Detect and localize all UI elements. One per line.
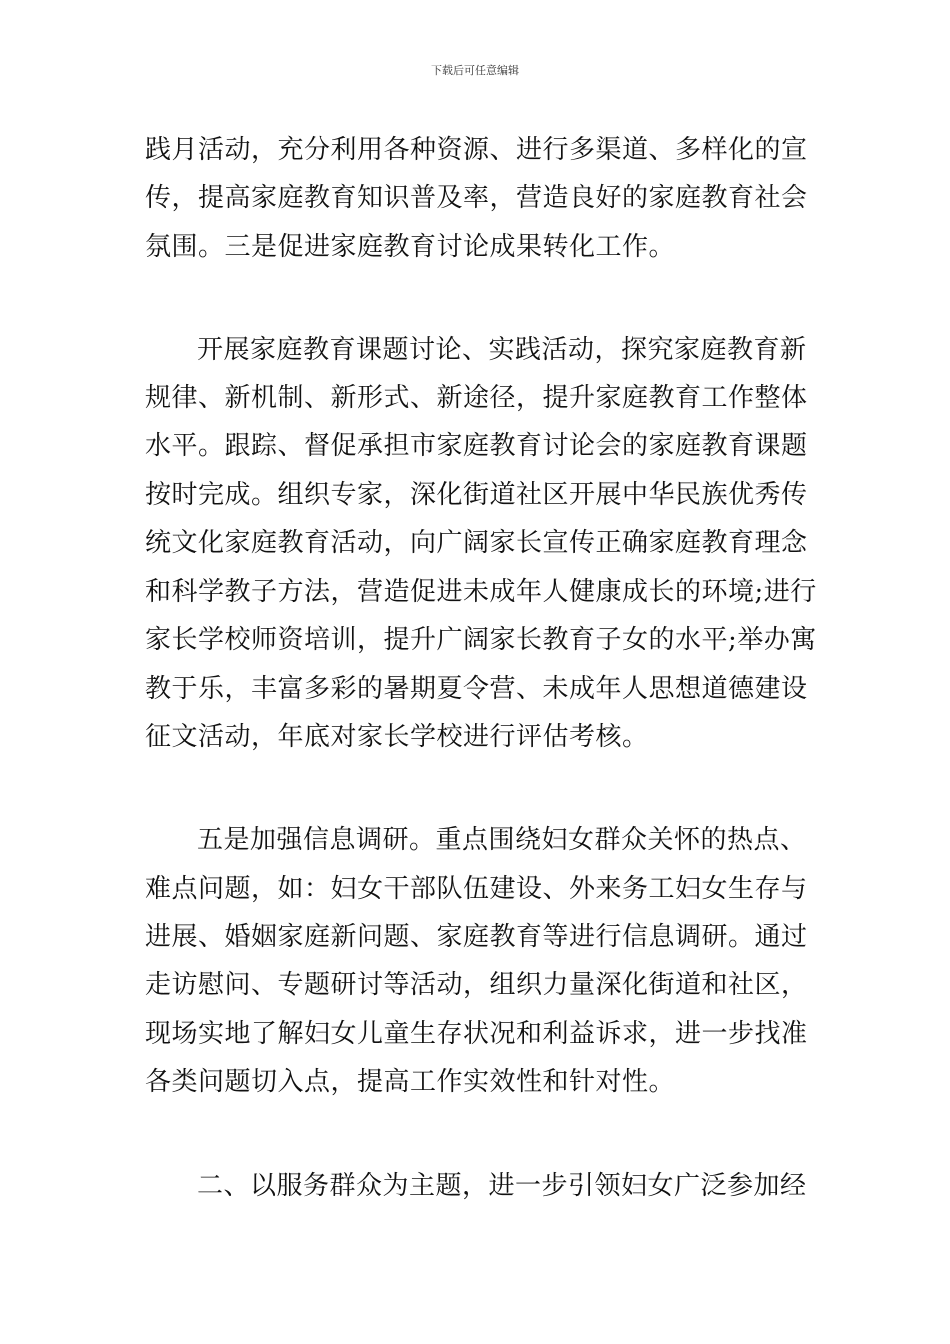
paragraph-line: 家长学校师资培训，提升广阔家长教育子女的水平;举办寓 — [145, 625, 817, 655]
paragraph-line: 传，提高家庭教育知识普及率，营造良好的家庭教育社会 — [145, 183, 808, 213]
paragraph-line: 教于乐，丰富多彩的暑期夏令营、未成年人思想道德建设 — [145, 674, 808, 704]
paragraph-line: 走访慰问、专题研讨等活动，组织力量深化街道和社区， — [145, 970, 808, 1000]
paragraph-line: 规律、新机制、新形式、新途径，提升家庭教育工作整体 — [145, 383, 808, 413]
paragraph-line: 难点问题，如：妇女干部队伍建设、外来务工妇女生存与 — [145, 874, 808, 904]
paragraph-line: 氛围。三是促进家庭教育讨论成果转化工作。 — [145, 232, 676, 262]
paragraph-line: 和科学教子方法，营造促进未成年人健康成长的环境;进行 — [145, 577, 817, 607]
paragraph-line: 征文活动，年底对家长学校进行评估考核。 — [145, 722, 649, 752]
paragraph-line: 开展家庭教育课题讨论、实践活动，探究家庭教育新 — [197, 335, 807, 365]
paragraph-line: 践月活动，充分利用各种资源、进行多渠道、多样化的宣 — [145, 135, 808, 165]
paragraph-line: 二、以服务群众为主题，进一步引领妇女广泛参加经 — [197, 1171, 807, 1201]
page-header: 下载后可任意编辑 — [431, 64, 519, 77]
paragraph-line: 水平。跟踪、督促承担市家庭教育讨论会的家庭教育课题 — [145, 431, 808, 461]
paragraph-line: 按时完成。组织专家，深化街道社区开展中华民族优秀传 — [145, 480, 808, 510]
paragraph-line: 现场实地了解妇女儿童生存状况和利益诉求，进一步找准 — [145, 1019, 808, 1049]
paragraph-line: 五是加强信息调研。重点围绕妇女群众关怀的热点、 — [197, 825, 807, 855]
paragraph-line: 各类问题切入点，提高工作实效性和针对性。 — [145, 1067, 676, 1097]
paragraph-line: 进展、婚姻家庭新问题、家庭教育等进行信息调研。通过 — [145, 922, 808, 952]
paragraph-line: 统文化家庭教育活动，向广阔家长宣传正确家庭教育理念 — [145, 528, 808, 558]
